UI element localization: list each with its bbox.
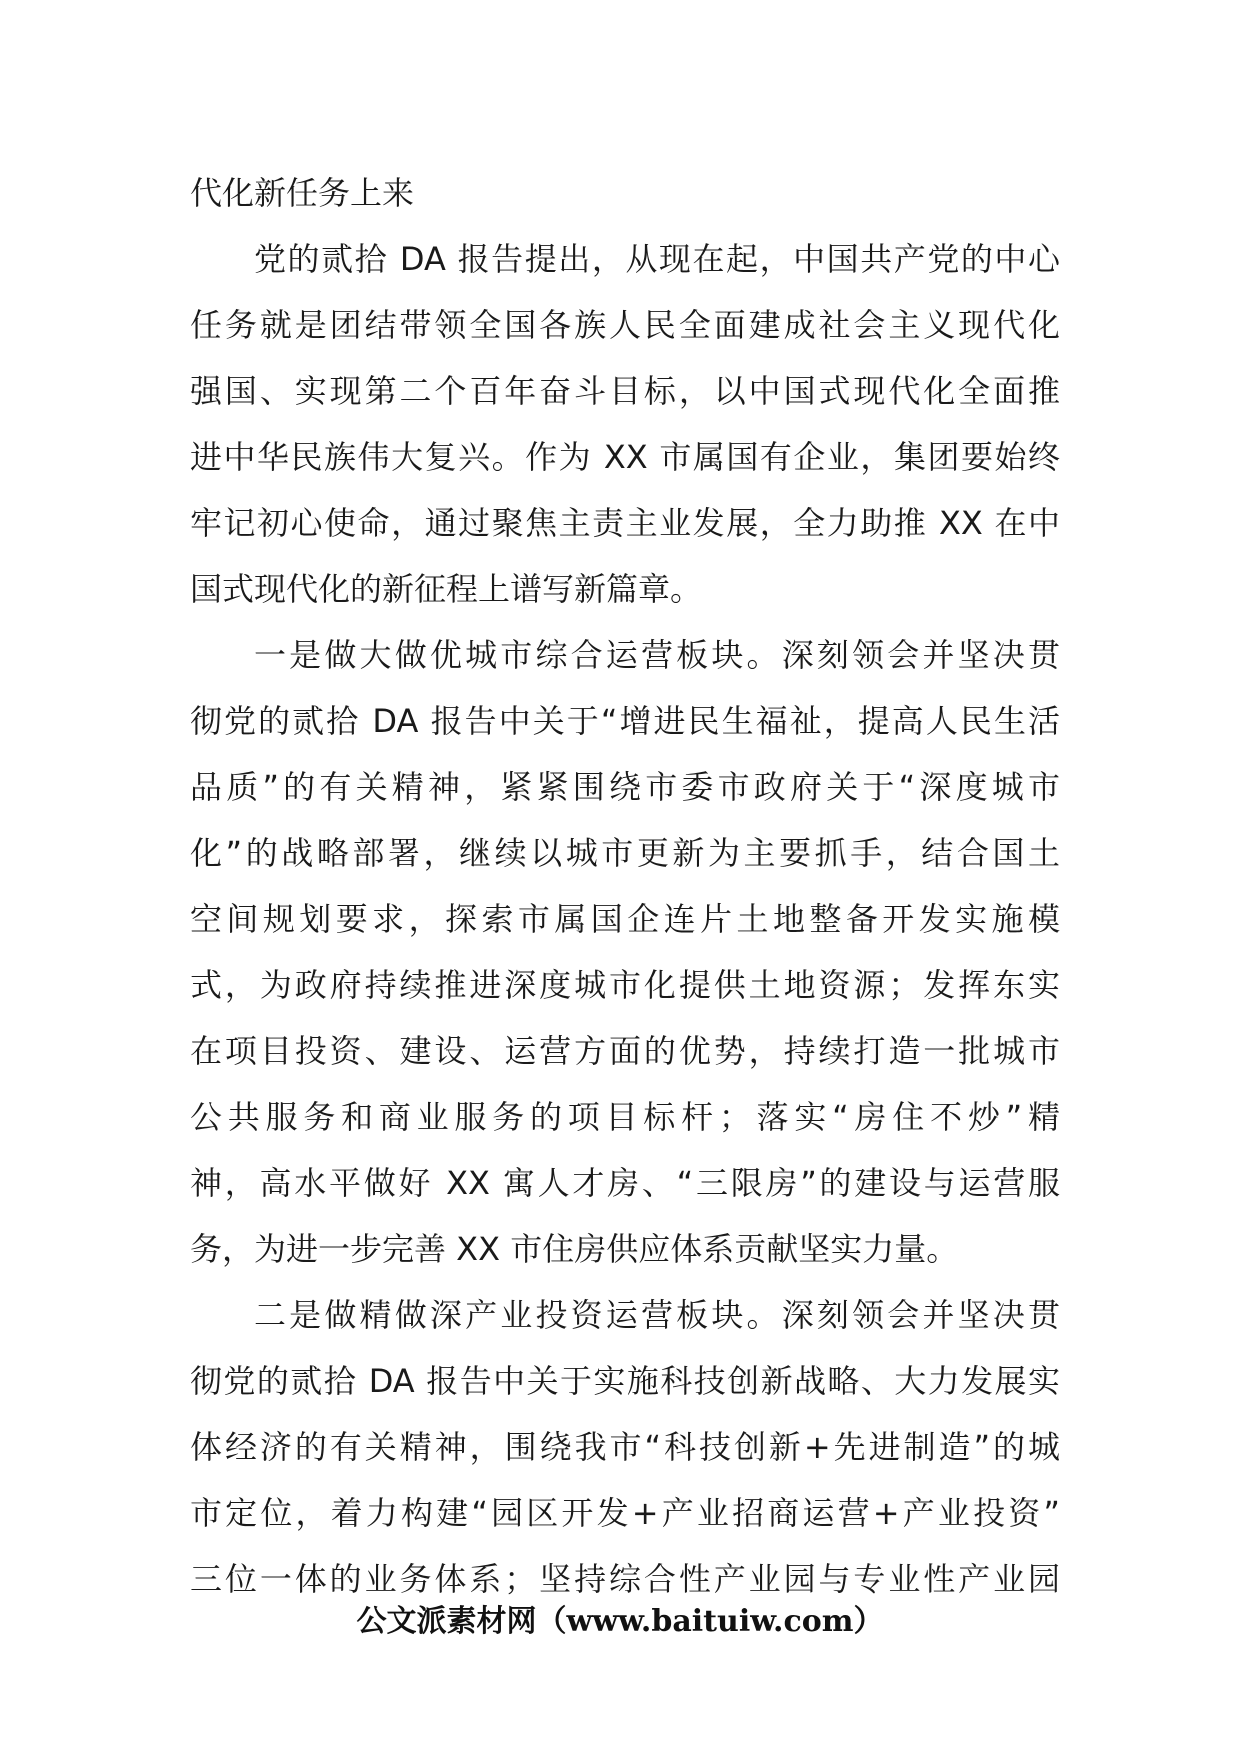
text-line: 牢记初心使命，通过聚焦主责主业发展，全力助推 XX 在中 xyxy=(190,504,1060,542)
text-line: 代化新任务上来 xyxy=(190,174,415,212)
text-line: 任务就是团结带领全国各族人民全面建成社会主义现代化 xyxy=(190,306,1060,344)
text-line: 一是做大做优城市综合运营板块。深刻领会并坚决贯 xyxy=(254,636,1060,674)
text-line: 务，为进一步完善 XX 市住房供应体系贡献坚实力量。 xyxy=(190,1230,959,1268)
text-line: 神，高水平做好 XX 寓人才房、“三限房”的建设与运营服 xyxy=(190,1164,1060,1202)
text-line: 强国、实现第二个百年奋斗目标，以中国式现代化全面推 xyxy=(190,372,1060,410)
text-line: 市定位，着力构建“园区开发+产业招商运营+产业投资” xyxy=(190,1494,1060,1532)
text-line: 三位一体的业务体系；坚持综合性产业园与专业性产业园 xyxy=(190,1560,1060,1598)
text-line: 二是做精做深产业投资运营板块。深刻领会并坚决贯 xyxy=(254,1296,1060,1334)
text-line: 式，为政府持续推进深度城市化提供土地资源；发挥东实 xyxy=(190,966,1060,1004)
text-line: 公共服务和商业服务的项目标杆；落实“房住不炒”精 xyxy=(190,1098,1060,1136)
document-body xyxy=(190,160,1060,1612)
text-line: 国式现代化的新征程上谱写新篇章。 xyxy=(190,570,703,608)
text-line: 党的贰拾 DA 报告提出，从现在起，中国共产党的中心 xyxy=(254,240,1060,278)
footer-watermark: 公文派素材网（www.baituiw.com） xyxy=(356,1604,884,1639)
text-line: 彻党的贰拾 DA 报告中关于实施科技创新战略、大力发展实 xyxy=(190,1362,1060,1400)
text-line: 空间规划要求，探索市属国企连片土地整备开发实施模 xyxy=(190,900,1060,938)
text-line: 体经济的有关精神，围绕我市“科技创新+先进制造”的城 xyxy=(190,1428,1060,1466)
text-line: 化”的战略部署，继续以城市更新为主要抓手，结合国土 xyxy=(190,834,1060,872)
text-line: 进中华民族伟大复兴。作为 XX 市属国有企业，集团要始终 xyxy=(190,438,1060,476)
text-line: 品质”的有关精神，紧紧围绕市委市政府关于“深度城市 xyxy=(190,768,1060,806)
text-line: 彻党的贰拾 DA 报告中关于“增进民生福祉，提高人民生活 xyxy=(190,702,1060,740)
text-line: 在项目投资、建设、运营方面的优势，持续打造一批城市 xyxy=(190,1032,1060,1070)
